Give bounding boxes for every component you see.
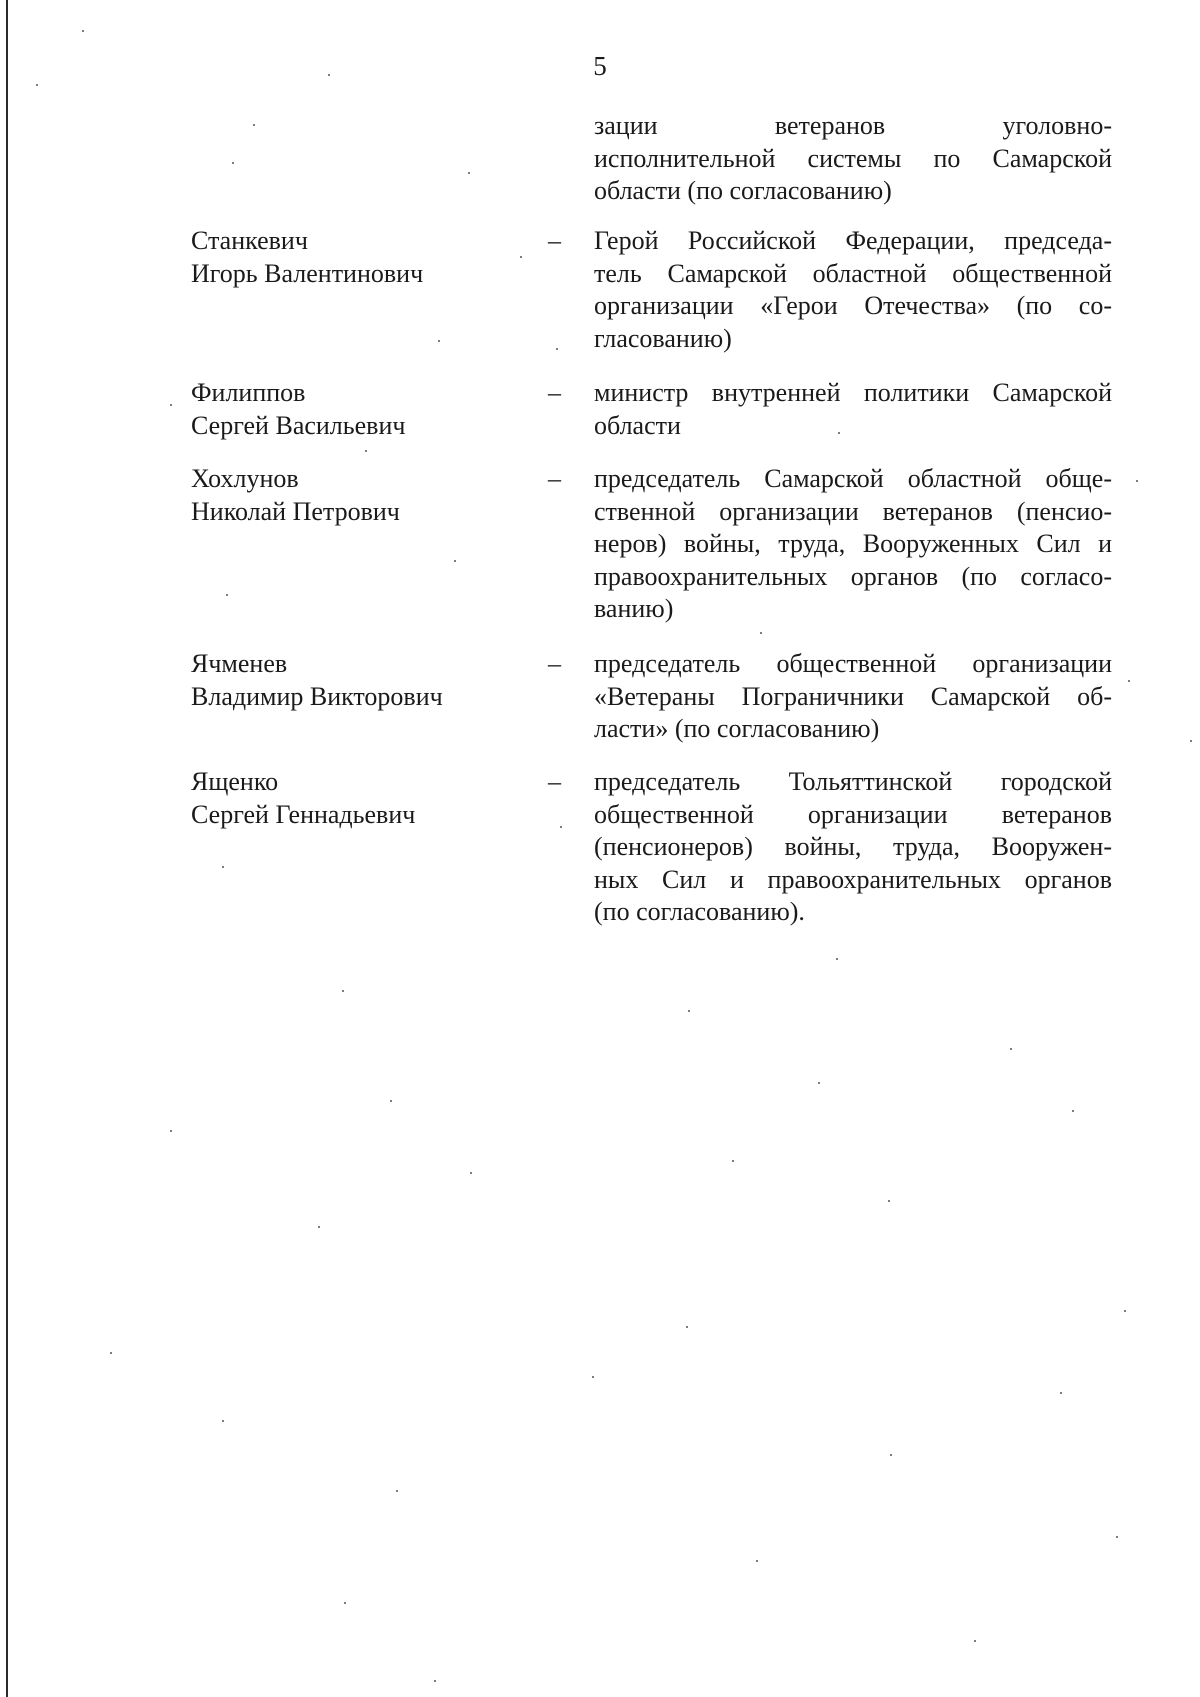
member-name [191,648,521,713]
scan-speck [468,172,470,174]
scan-speck [756,1560,758,1562]
dash-separator: – [548,464,561,493]
member-description [594,225,1112,355]
dash-separator: – [548,649,561,678]
description-line: (пенсионеров) войны, труда, Вооружен- [594,832,1112,861]
dash-separator: – [548,767,561,796]
description-line: тель Самарской областной общественной [594,258,1112,288]
description-line: Герой Российской Федерации, председа- [594,226,1112,255]
description-line: области (по согласованию) [594,176,892,205]
scan-speck [82,30,84,32]
scan-speck [253,124,255,126]
scan-speck [686,1326,688,1328]
scan-speck [170,1130,172,1132]
member-description [594,766,1112,929]
member-name [191,463,521,528]
member-given-name: Николай Петрович [191,496,400,526]
scan-speck [318,1226,320,1228]
member-surname: Ячменев [191,649,288,678]
dash-separator: – [548,226,561,255]
scan-speck [470,1172,472,1174]
description-line: председатель Самарской областной обще- [594,464,1112,493]
scan-speck [1060,1392,1062,1394]
scan-speck [438,340,440,342]
scan-speck [342,990,344,992]
scan-speck [396,1490,398,1492]
scan-speck [592,1376,594,1378]
scan-speck [1190,740,1192,742]
member-given-name: Владимир Викторович [191,681,443,711]
member-description [594,648,1112,746]
scan-speck [170,404,172,406]
description-line: области [594,410,681,440]
scan-speck [732,1160,734,1162]
scan-speck [222,1420,224,1422]
scan-speck [688,1010,690,1012]
member-given-name: Сергей Васильевич [191,410,406,440]
description-line: (по согласованию). [594,897,805,926]
scan-speck [1136,480,1138,482]
scan-speck [1072,1110,1074,1112]
scan-speck [390,1100,392,1102]
scan-speck [1116,1536,1118,1538]
member-name [191,766,521,831]
description-line: председатель Тольяттинской городской [594,767,1112,796]
scan-speck [890,1454,892,1456]
description-line: ванию) [594,594,674,623]
scan-speck [454,560,456,562]
member-name [191,225,521,290]
description-line: общественной организации ветеранов [594,799,1112,829]
dash-separator: – [548,378,561,407]
scan-speck [556,348,558,350]
description-line: неров) войны, труда, Вооруженных Сил и [594,529,1112,558]
description-line: министр внутренней политики Самарской [594,378,1112,407]
description-line: организации «Герои Отечества» (по со- [594,291,1112,320]
description-line: исполнительной системы по Самарской [594,143,1112,173]
description-line: правоохранительных органов (по согласо- [594,561,1112,591]
description-line: «Ветераны Пограничники Самарской об- [594,681,1112,711]
scan-speck [1124,1310,1126,1312]
member-surname: Хохлунов [191,464,299,493]
scan-speck [1128,680,1130,682]
scan-speck [344,1602,346,1604]
member-name [191,377,521,442]
scan-speck [838,432,840,434]
scan-edge-line [6,0,8,1697]
scan-speck [836,958,838,960]
description-line: гласованию) [594,323,732,353]
scan-speck [226,594,228,596]
member-surname: Станкевич [191,226,308,255]
scan-speck [110,1352,112,1354]
scan-speck [974,1640,976,1642]
scan-speck [520,256,522,258]
scan-speck [818,1082,820,1084]
page-number: 5 [593,51,607,81]
description-line: ных Сил и правоохранительных органов [594,864,1112,894]
description-line: ственной организации ветеранов (пенсио- [594,496,1112,526]
scan-speck [434,1680,436,1682]
member-surname: Ященко [191,767,279,796]
scan-speck [1010,1048,1012,1050]
scan-speck [328,74,330,76]
member-given-name: Игорь Валентинович [191,258,424,288]
member-given-name: Сергей Геннадьевич [191,799,416,829]
scan-speck [36,84,38,86]
scan-speck [365,450,367,452]
scan-speck [760,632,762,634]
member-description [594,377,1112,442]
description-line: председатель общественной организации [594,649,1112,678]
continuation-description [594,110,1112,208]
scan-speck [888,1200,890,1202]
member-surname: Филиппов [191,378,306,407]
description-line: ласти» (по согласованию) [594,714,880,743]
member-description [594,463,1112,626]
description-line: зации ветеранов уголовно- [594,111,1112,140]
scan-speck [232,162,234,164]
scan-speck [560,826,562,828]
scan-speck [222,866,224,868]
